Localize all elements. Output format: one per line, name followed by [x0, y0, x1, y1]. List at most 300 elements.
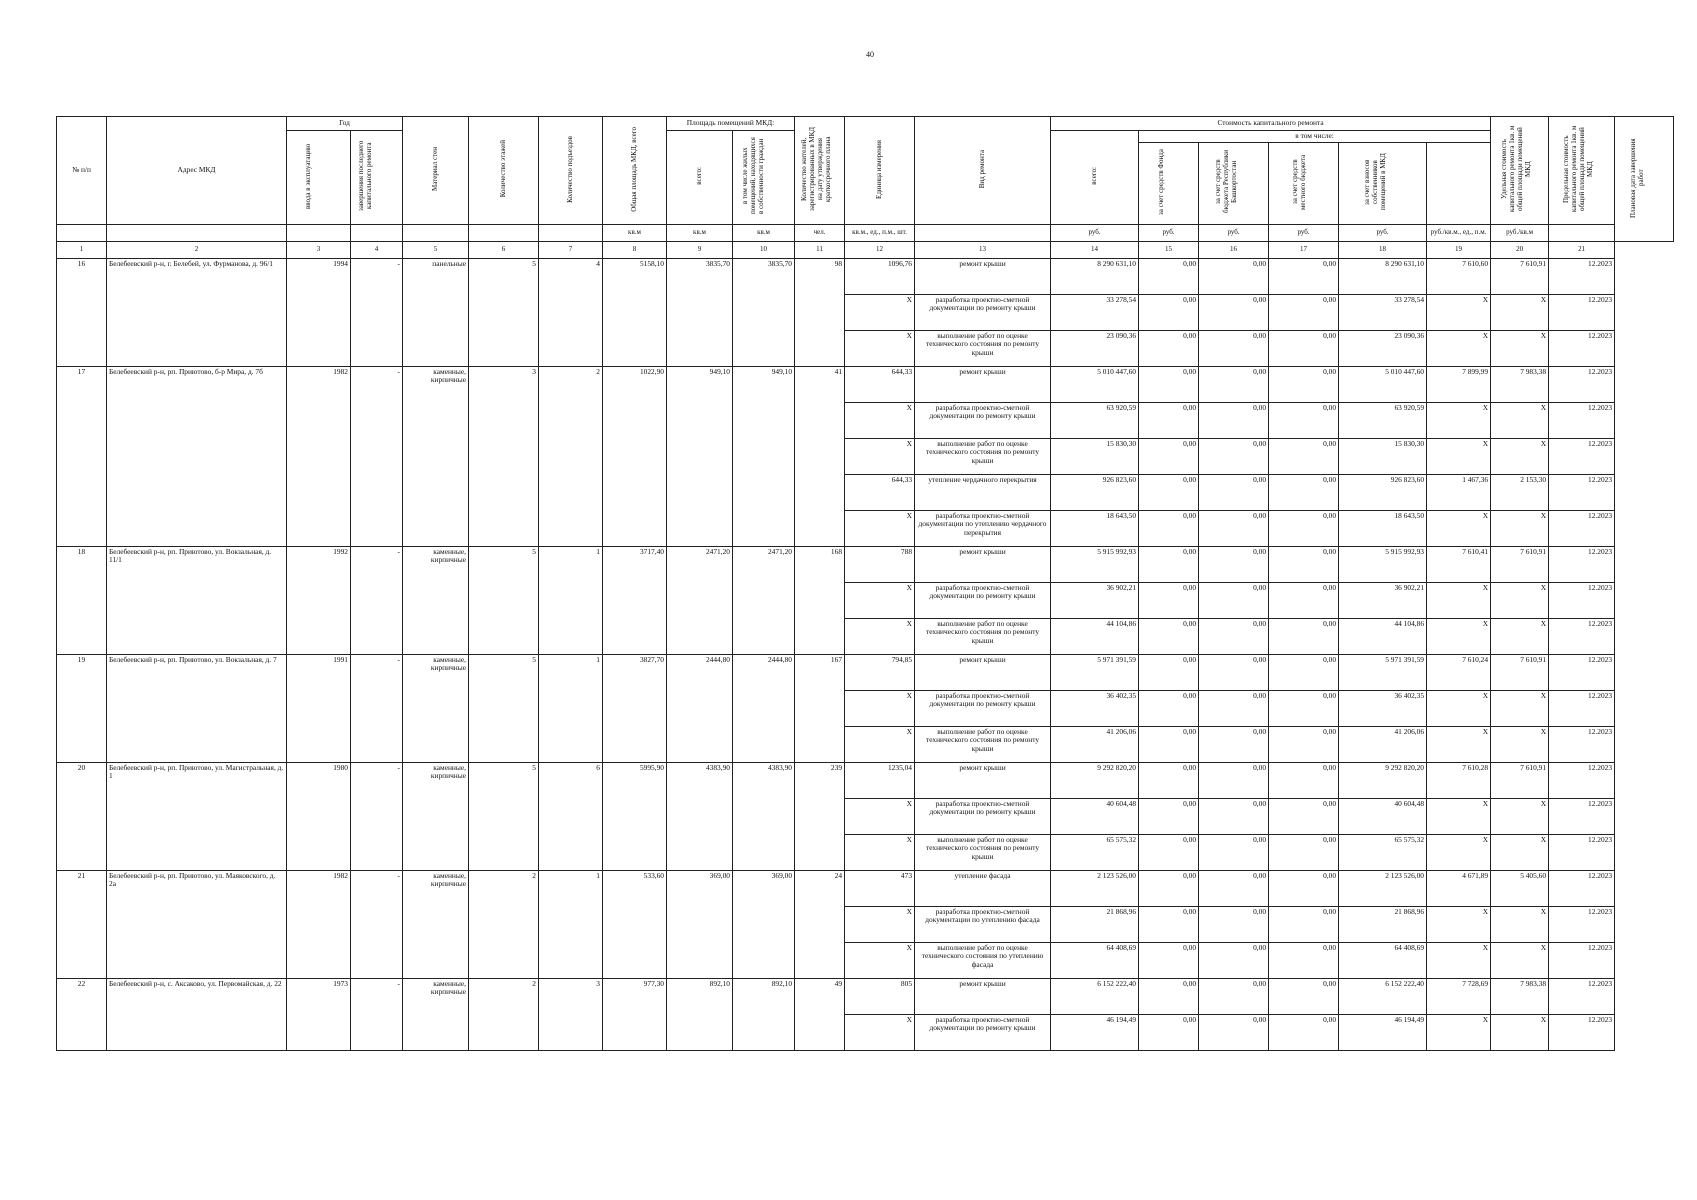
hdr-address: Адрес МКД [107, 117, 287, 225]
work-owners: 23 090,36 [1339, 330, 1427, 366]
work-unit: X [845, 402, 915, 438]
work-total: 15 830,30 [1051, 438, 1139, 474]
work-fund: 0,00 [1139, 654, 1199, 690]
work-limit-cost: X [1491, 798, 1549, 834]
row-address: Белебеевский р-н, г. Белебей, ул. Фурманова, д. 96/1 [107, 258, 287, 366]
work-limit-cost: 7 610,91 [1491, 258, 1549, 294]
work-total: 5 915 992,93 [1051, 546, 1139, 582]
unit-cell: руб. [1199, 224, 1269, 241]
work-fund: 0,00 [1139, 690, 1199, 726]
work-specific-cost: X [1427, 438, 1491, 474]
work-limit-cost: X [1491, 330, 1549, 366]
work-type: выполнение работ по оценке технического состояния по ремонту крыши [915, 618, 1051, 654]
work-fund: 0,00 [1139, 582, 1199, 618]
work-limit-cost: X [1491, 942, 1549, 978]
unit-cell: кв.м., ед., п.м., шт. [845, 224, 915, 241]
work-fund: 0,00 [1139, 366, 1199, 402]
work-fund: 0,00 [1139, 546, 1199, 582]
column-numbers-row [57, 241, 1674, 258]
work-date: 12.2023 [1549, 366, 1615, 402]
work-type: выполнение работ по оценке технического состояния по ремонту крыши [915, 330, 1051, 366]
row-num: 21 [57, 870, 107, 978]
work-limit-cost: X [1491, 1014, 1549, 1050]
work-unit: 794,85 [845, 654, 915, 690]
work-rb: 0,00 [1199, 834, 1269, 870]
column-number: 17 [1269, 241, 1339, 258]
row-material: каменные, кирпичные [403, 762, 469, 870]
work-local: 0,00 [1269, 618, 1339, 654]
work-limit-cost: 7 983,38 [1491, 366, 1549, 402]
work-date: 12.2023 [1549, 1014, 1615, 1050]
work-owners: 44 104,86 [1339, 618, 1427, 654]
work-fund: 0,00 [1139, 798, 1199, 834]
table-row [57, 366, 1674, 402]
row-residents: 41 [795, 366, 845, 546]
work-specific-cost: X [1427, 942, 1491, 978]
row-area: 3717,40 [603, 546, 667, 654]
work-rb: 0,00 [1199, 654, 1269, 690]
row-prem-res: 892,10 [733, 978, 795, 1050]
row-prem-total: 2444,80 [667, 654, 733, 762]
work-date: 12.2023 [1549, 546, 1615, 582]
work-date: 12.2023 [1549, 654, 1615, 690]
hdr-residents: Количество жителей, зарегистрированных в МКД на дату утверждения краткосрочного плана [795, 117, 845, 225]
work-unit: 644,33 [845, 474, 915, 510]
work-local: 0,00 [1269, 438, 1339, 474]
work-limit-cost: X [1491, 906, 1549, 942]
work-type: разработка проектно-сметной документации по ремонту крыши [915, 582, 1051, 618]
row-num: 20 [57, 762, 107, 870]
row-residents: 24 [795, 870, 845, 978]
work-owners: 5 971 391,59 [1339, 654, 1427, 690]
work-fund: 0,00 [1139, 402, 1199, 438]
row-year: 1994 [287, 258, 351, 366]
hdr-specific-cost: Удельная стоимость капитального ремонта 1кв. м общей площади помещений МКД [1491, 117, 1549, 225]
work-owners: 46 194,49 [1339, 1014, 1427, 1050]
work-unit: 788 [845, 546, 915, 582]
work-type: разработка проектно-сметной документации по ремонту крыши [915, 1014, 1051, 1050]
unit-cell: чел. [795, 224, 845, 241]
work-specific-cost: X [1427, 834, 1491, 870]
table-row [57, 654, 1674, 690]
work-specific-cost: X [1427, 690, 1491, 726]
row-prem-total: 4383,90 [667, 762, 733, 870]
row-last-repair: - [351, 762, 403, 870]
row-floors: 5 [469, 654, 539, 762]
work-total: 63 920,59 [1051, 402, 1139, 438]
work-unit: 473 [845, 870, 915, 906]
work-date: 12.2023 [1549, 690, 1615, 726]
work-type: выполнение работ по оценке технического состояния по ремонту крыши [915, 438, 1051, 474]
hdr-cost-incl: в том числе: [1139, 131, 1491, 143]
table-row [57, 258, 1674, 294]
column-number: 1 [57, 241, 107, 258]
work-rb: 0,00 [1199, 510, 1269, 546]
hdr-year-commission: ввода в эксплуатацию [287, 131, 351, 225]
work-owners: 8 290 631,10 [1339, 258, 1427, 294]
unit-cell: руб. [1339, 224, 1427, 241]
row-num: 19 [57, 654, 107, 762]
work-unit: 1235,04 [845, 762, 915, 798]
unit-cell: кв.м [667, 224, 733, 241]
work-unit: X [845, 330, 915, 366]
hdr-wall-material: Материал стен [403, 117, 469, 225]
work-rb: 0,00 [1199, 294, 1269, 330]
row-num: 17 [57, 366, 107, 546]
work-unit: X [845, 510, 915, 546]
work-limit-cost: X [1491, 294, 1549, 330]
row-material: панельные [403, 258, 469, 366]
row-residents: 168 [795, 546, 845, 654]
work-unit: 644,33 [845, 366, 915, 402]
work-owners: 5 010 447,60 [1339, 366, 1427, 402]
work-date: 12.2023 [1549, 834, 1615, 870]
row-last-repair: - [351, 546, 403, 654]
row-entrances: 2 [539, 366, 603, 546]
work-rb: 0,00 [1199, 438, 1269, 474]
work-owners: 36 902,21 [1339, 582, 1427, 618]
work-specific-cost: X [1427, 510, 1491, 546]
work-fund: 0,00 [1139, 834, 1199, 870]
row-floors: 3 [469, 366, 539, 546]
work-rb: 0,00 [1199, 258, 1269, 294]
hdr-premises-group: Площадь помещений МКД: [667, 117, 795, 131]
row-entrances: 3 [539, 978, 603, 1050]
row-area: 1022,90 [603, 366, 667, 546]
work-unit: X [845, 942, 915, 978]
work-unit: X [845, 834, 915, 870]
work-specific-cost: 4 671,89 [1427, 870, 1491, 906]
column-number: 21 [1549, 241, 1615, 258]
work-specific-cost: X [1427, 618, 1491, 654]
work-fund: 0,00 [1139, 330, 1199, 366]
column-number: 6 [469, 241, 539, 258]
work-type: ремонт крыши [915, 978, 1051, 1014]
page-number: 40 [866, 50, 874, 59]
row-year: 1982 [287, 366, 351, 546]
row-entrances: 4 [539, 258, 603, 366]
work-total: 5 010 447,60 [1051, 366, 1139, 402]
row-address: Белебеевский р-н, рп. Приютово, ул. Вокзальная, д. 11/1 [107, 546, 287, 654]
row-num: 16 [57, 258, 107, 366]
work-specific-cost: 7 728,69 [1427, 978, 1491, 1014]
work-rb: 0,00 [1199, 582, 1269, 618]
work-total: 40 604,48 [1051, 798, 1139, 834]
work-local: 0,00 [1269, 978, 1339, 1014]
row-area: 533,60 [603, 870, 667, 978]
work-type: ремонт крыши [915, 762, 1051, 798]
work-total: 41 206,06 [1051, 726, 1139, 762]
unit-cell: руб./кв.м [1491, 224, 1549, 241]
row-year: 1991 [287, 654, 351, 762]
work-unit: X [845, 438, 915, 474]
hdr-premises-residential: в том числе жилых помещений, находящихся в собственности граждан [733, 131, 795, 225]
work-unit: X [845, 906, 915, 942]
column-number: 9 [667, 241, 733, 258]
hdr-cost-fund: за счет средств Фонда [1139, 142, 1199, 224]
work-fund: 0,00 [1139, 726, 1199, 762]
work-type: ремонт крыши [915, 366, 1051, 402]
row-area: 5995,90 [603, 762, 667, 870]
column-number: 19 [1427, 241, 1491, 258]
row-material: каменные, кирпичные [403, 546, 469, 654]
work-total: 23 090,36 [1051, 330, 1139, 366]
hdr-repair-type: Вид ремонта [915, 117, 1051, 225]
column-number: 16 [1199, 241, 1269, 258]
work-local: 0,00 [1269, 654, 1339, 690]
unit-cell: кв.м [733, 224, 795, 241]
work-fund: 0,00 [1139, 1014, 1199, 1050]
work-owners: 9 292 820,20 [1339, 762, 1427, 798]
work-rb: 0,00 [1199, 906, 1269, 942]
work-type: утепление фасада [915, 870, 1051, 906]
column-number: 2 [107, 241, 287, 258]
unit-cell: руб. [1051, 224, 1139, 241]
row-material: каменные, кирпичные [403, 366, 469, 546]
work-local: 0,00 [1269, 366, 1339, 402]
work-fund: 0,00 [1139, 618, 1199, 654]
work-fund: 0,00 [1139, 474, 1199, 510]
work-date: 12.2023 [1549, 474, 1615, 510]
work-specific-cost: 7 610,41 [1427, 546, 1491, 582]
unit-cell [469, 224, 539, 241]
work-owners: 21 868,96 [1339, 906, 1427, 942]
work-owners: 6 152 222,40 [1339, 978, 1427, 1014]
table-row [57, 978, 1674, 1014]
work-specific-cost: X [1427, 726, 1491, 762]
work-fund: 0,00 [1139, 438, 1199, 474]
work-specific-cost: X [1427, 402, 1491, 438]
work-total: 36 402,35 [1051, 690, 1139, 726]
row-num: 18 [57, 546, 107, 654]
row-area: 5158,10 [603, 258, 667, 366]
unit-cell: руб. [1139, 224, 1199, 241]
work-limit-cost: X [1491, 510, 1549, 546]
work-fund: 0,00 [1139, 510, 1199, 546]
work-fund: 0,00 [1139, 258, 1199, 294]
hdr-cost-total: всего: [1051, 131, 1139, 225]
units-row [57, 224, 1674, 241]
work-rb: 0,00 [1199, 690, 1269, 726]
work-date: 12.2023 [1549, 942, 1615, 978]
row-address: Белебеевский р-н, рп. Приютово, ул. Вокзальная, д. 7 [107, 654, 287, 762]
hdr-entrances: Количество подъездов [539, 117, 603, 225]
work-owners: 5 915 992,93 [1339, 546, 1427, 582]
work-type: ремонт крыши [915, 258, 1051, 294]
work-owners: 63 920,59 [1339, 402, 1427, 438]
row-prem-res: 2471,20 [733, 546, 795, 654]
hdr-cost-owners: за счет взносов собственников помещений в МКД [1339, 142, 1427, 224]
work-local: 0,00 [1269, 258, 1339, 294]
unit-cell [287, 224, 351, 241]
work-date: 12.2023 [1549, 402, 1615, 438]
work-rb: 0,00 [1199, 978, 1269, 1014]
work-owners: 64 408,69 [1339, 942, 1427, 978]
row-entrances: 1 [539, 870, 603, 978]
row-prem-res: 2444,80 [733, 654, 795, 762]
work-local: 0,00 [1269, 906, 1339, 942]
work-owners: 41 206,06 [1339, 726, 1427, 762]
work-local: 0,00 [1269, 402, 1339, 438]
table-row [57, 870, 1674, 906]
work-type: разработка проектно-сметной документации по ремонту крыши [915, 294, 1051, 330]
column-number: 3 [287, 241, 351, 258]
work-date: 12.2023 [1549, 510, 1615, 546]
unit-cell [107, 224, 287, 241]
work-date: 12.2023 [1549, 330, 1615, 366]
work-limit-cost: X [1491, 438, 1549, 474]
work-rb: 0,00 [1199, 546, 1269, 582]
work-total: 21 868,96 [1051, 906, 1139, 942]
work-local: 0,00 [1269, 474, 1339, 510]
unit-cell [915, 224, 1051, 241]
hdr-total-area: Общая площадь МКД, всего [603, 117, 667, 225]
hdr-premises-total: всего: [667, 131, 733, 225]
work-unit: X [845, 690, 915, 726]
work-specific-cost: 1 467,36 [1427, 474, 1491, 510]
work-unit: X [845, 726, 915, 762]
work-date: 12.2023 [1549, 762, 1615, 798]
work-type: разработка проектно-сметной документации по утеплению чердачного перекрытия [915, 510, 1051, 546]
column-number: 5 [403, 241, 469, 258]
work-local: 0,00 [1269, 762, 1339, 798]
work-date: 12.2023 [1549, 906, 1615, 942]
row-last-repair: - [351, 870, 403, 978]
work-limit-cost: 7 610,91 [1491, 762, 1549, 798]
work-specific-cost: X [1427, 294, 1491, 330]
work-unit: 805 [845, 978, 915, 1014]
work-rb: 0,00 [1199, 726, 1269, 762]
work-date: 12.2023 [1549, 870, 1615, 906]
capital-repair-table [56, 116, 1674, 1051]
row-residents: 239 [795, 762, 845, 870]
work-specific-cost: X [1427, 906, 1491, 942]
work-date: 12.2023 [1549, 438, 1615, 474]
row-prem-res: 369,00 [733, 870, 795, 978]
work-unit: 1096,76 [845, 258, 915, 294]
hdr-cost-rb: за счет средств бюджета Республики Башкортостан [1199, 142, 1269, 224]
work-local: 0,00 [1269, 582, 1339, 618]
work-local: 0,00 [1269, 834, 1339, 870]
row-num: 22 [57, 978, 107, 1050]
row-year: 1992 [287, 546, 351, 654]
work-date: 12.2023 [1549, 726, 1615, 762]
work-type: выполнение работ по оценке технического состояния по утеплению фасада [915, 942, 1051, 978]
column-number: 13 [915, 241, 1051, 258]
work-type: разработка проектно-сметной документации по утеплению фасада [915, 906, 1051, 942]
work-local: 0,00 [1269, 294, 1339, 330]
row-area: 977,30 [603, 978, 667, 1050]
work-total: 65 575,32 [1051, 834, 1139, 870]
work-local: 0,00 [1269, 546, 1339, 582]
unit-cell [539, 224, 603, 241]
row-prem-total: 369,00 [667, 870, 733, 978]
row-address: Белебеевский р-н, с. Аксаково, ул. Первомайская, д. 22 [107, 978, 287, 1050]
work-type: ремонт крыши [915, 546, 1051, 582]
row-entrances: 1 [539, 546, 603, 654]
row-prem-res: 949,10 [733, 366, 795, 546]
work-limit-cost: 2 153,30 [1491, 474, 1549, 510]
work-limit-cost: 5 405,60 [1491, 870, 1549, 906]
unit-cell [351, 224, 403, 241]
row-material: каменные, кирпичные [403, 870, 469, 978]
work-date: 12.2023 [1549, 294, 1615, 330]
column-number: 15 [1139, 241, 1199, 258]
unit-cell: руб. [1269, 224, 1339, 241]
work-specific-cost: X [1427, 1014, 1491, 1050]
row-material: каменные, кирпичные [403, 978, 469, 1050]
work-type: ремонт крыши [915, 654, 1051, 690]
work-fund: 0,00 [1139, 942, 1199, 978]
row-last-repair: - [351, 654, 403, 762]
work-type: выполнение работ по оценке технического состояния по ремонту крыши [915, 834, 1051, 870]
work-local: 0,00 [1269, 510, 1339, 546]
work-total: 2 123 526,00 [1051, 870, 1139, 906]
hdr-floors: Количество этажей [469, 117, 539, 225]
work-type: утепление чердачного перекрытия [915, 474, 1051, 510]
unit-cell [57, 224, 107, 241]
row-area: 3827,70 [603, 654, 667, 762]
row-prem-total: 3835,70 [667, 258, 733, 366]
work-limit-cost: 7 983,38 [1491, 978, 1549, 1014]
work-fund: 0,00 [1139, 870, 1199, 906]
row-prem-res: 3835,70 [733, 258, 795, 366]
work-owners: 33 278,54 [1339, 294, 1427, 330]
work-rb: 0,00 [1199, 870, 1269, 906]
row-prem-total: 2471,20 [667, 546, 733, 654]
column-number: 4 [351, 241, 403, 258]
work-local: 0,00 [1269, 330, 1339, 366]
work-limit-cost: X [1491, 402, 1549, 438]
work-date: 12.2023 [1549, 582, 1615, 618]
row-entrances: 6 [539, 762, 603, 870]
work-specific-cost: X [1427, 582, 1491, 618]
row-prem-res: 4383,90 [733, 762, 795, 870]
work-specific-cost: X [1427, 330, 1491, 366]
work-fund: 0,00 [1139, 762, 1199, 798]
hdr-limit-cost: Предельная стоимость капитального ремонта 1кв. м общей площади помещений МКД [1549, 117, 1615, 225]
work-limit-cost: X [1491, 726, 1549, 762]
work-owners: 40 604,48 [1339, 798, 1427, 834]
column-number: 20 [1491, 241, 1549, 258]
unit-cell: кв.м [603, 224, 667, 241]
work-owners: 2 123 526,00 [1339, 870, 1427, 906]
column-number: 10 [733, 241, 795, 258]
column-number: 11 [795, 241, 845, 258]
work-local: 0,00 [1269, 798, 1339, 834]
column-number: 8 [603, 241, 667, 258]
hdr-cost-group: Стоимость капитального ремонта [1051, 117, 1491, 131]
work-total: 46 194,49 [1051, 1014, 1139, 1050]
work-owners: 15 830,30 [1339, 438, 1427, 474]
row-material: каменные, кирпичные [403, 654, 469, 762]
row-year: 1982 [287, 870, 351, 978]
work-limit-cost: X [1491, 834, 1549, 870]
work-total: 64 408,69 [1051, 942, 1139, 978]
work-rb: 0,00 [1199, 1014, 1269, 1050]
row-floors: 2 [469, 870, 539, 978]
column-number: 12 [845, 241, 915, 258]
work-rb: 0,00 [1199, 330, 1269, 366]
hdr-unit: Единица измерения [845, 117, 915, 225]
work-total: 926 823,60 [1051, 474, 1139, 510]
work-date: 12.2023 [1549, 618, 1615, 654]
work-fund: 0,00 [1139, 978, 1199, 1014]
work-total: 33 278,54 [1051, 294, 1139, 330]
work-unit: X [845, 798, 915, 834]
row-prem-total: 892,10 [667, 978, 733, 1050]
work-local: 0,00 [1269, 726, 1339, 762]
